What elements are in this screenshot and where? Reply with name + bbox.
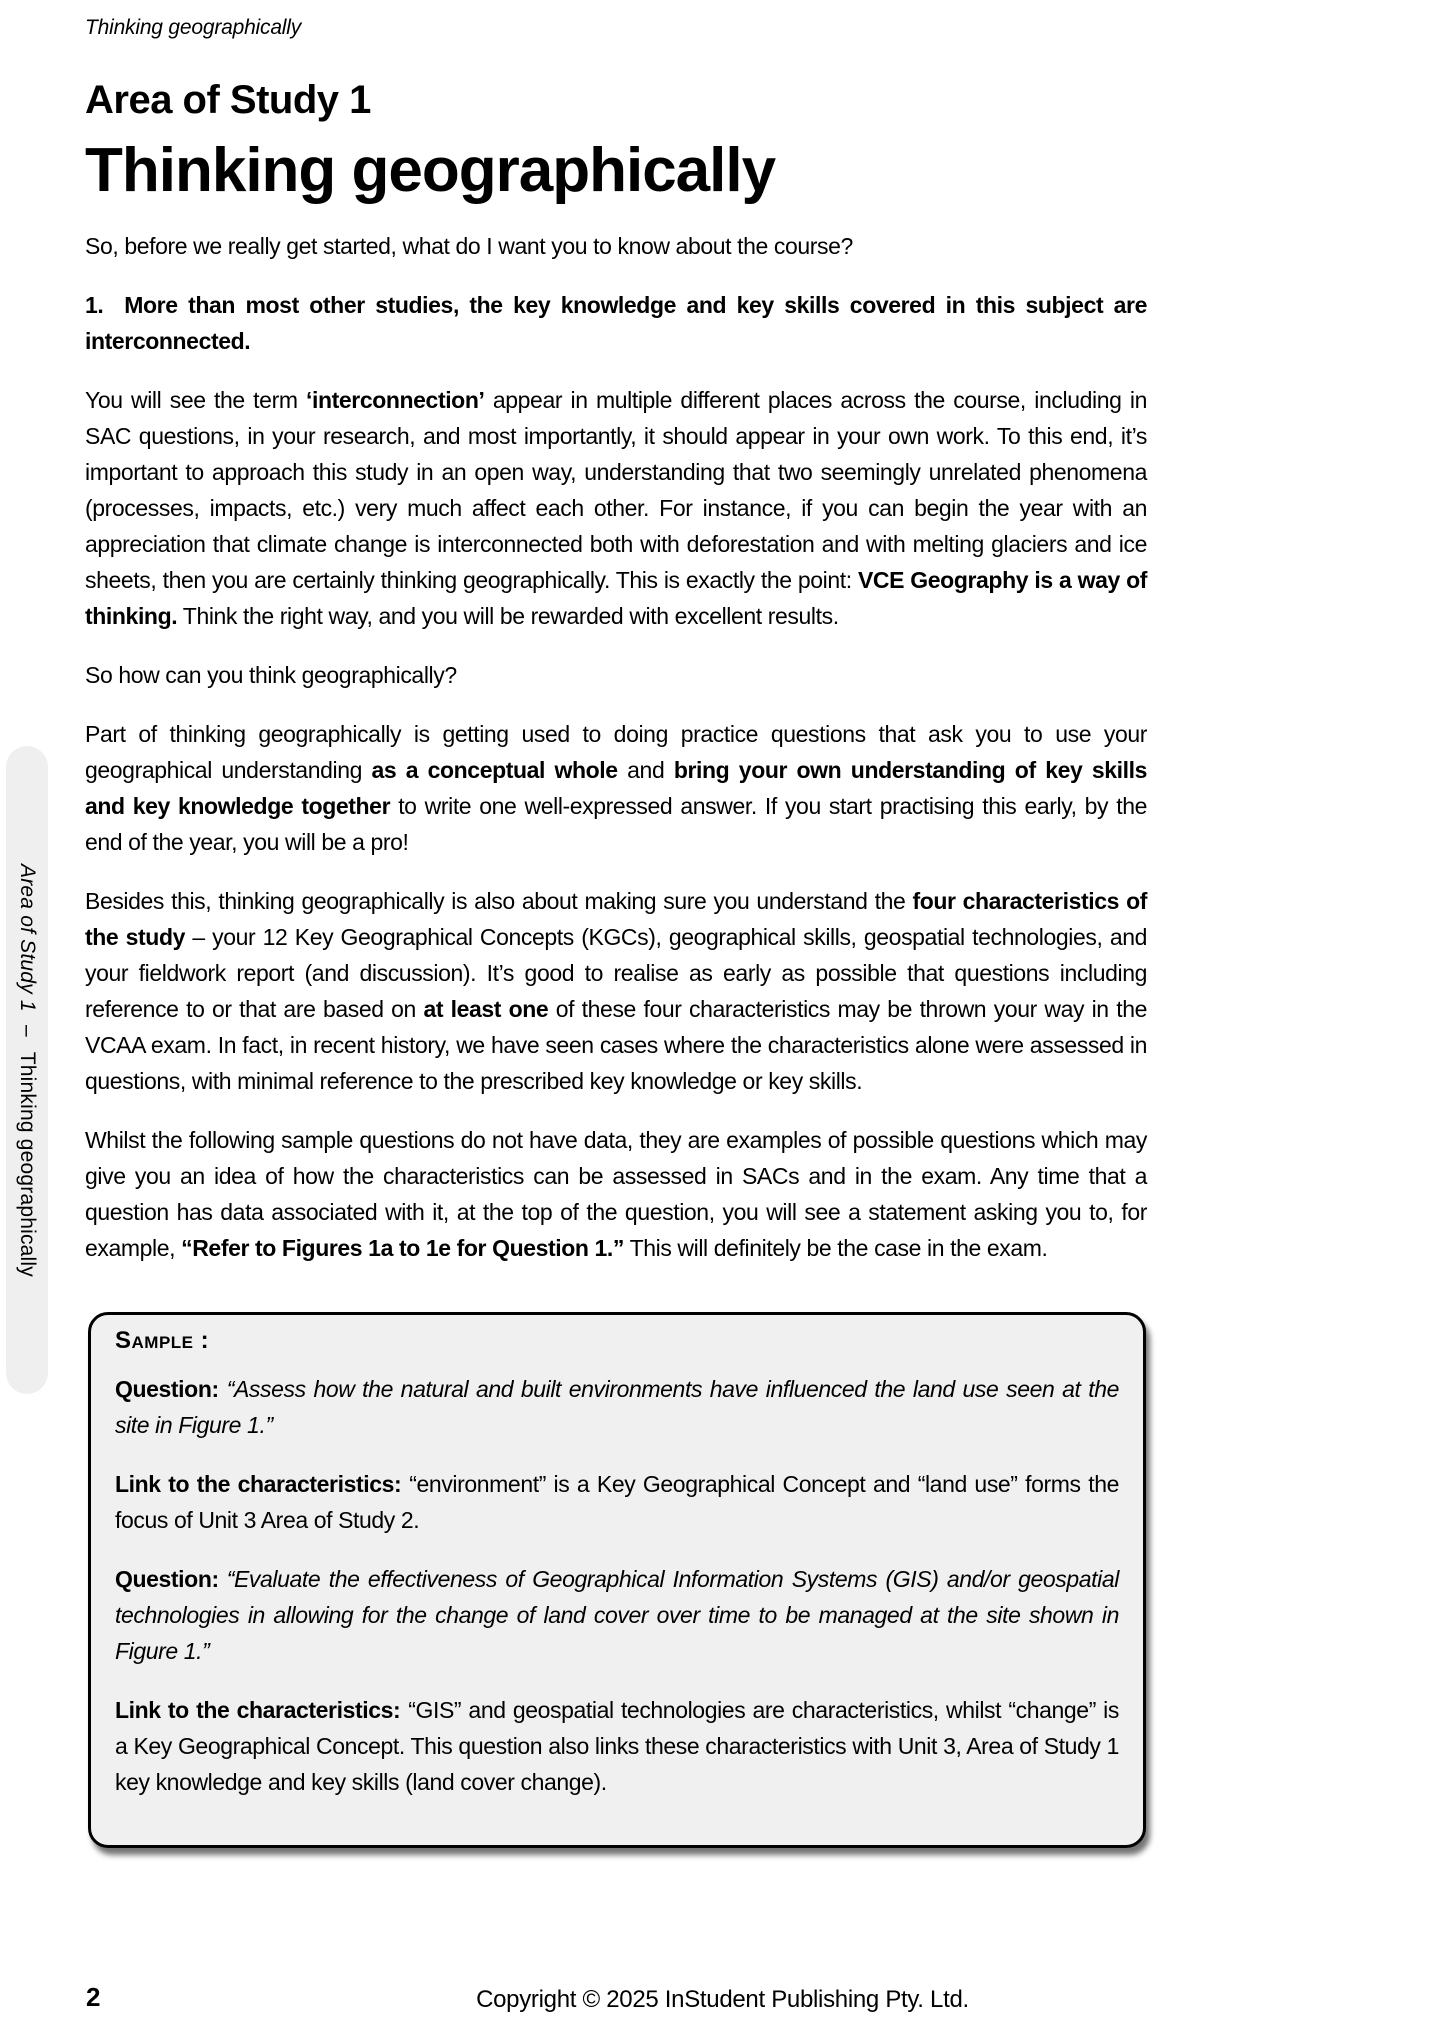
point-1-heading: 1. More than most other studies, the key knowledge and key skills covered in this subject are interconnected. — [85, 292, 1147, 354]
sample-box — [88, 1312, 1146, 1848]
sample-link-2 — [115, 1692, 1119, 1800]
sample-question-1 — [115, 1371, 1119, 1443]
sample-link-1-text: “environment” is a Key Geographical Concept and “land use” forms the focus of Unit 3 Area of Study 2. — [115, 1471, 1120, 1533]
side-tab-area-label: Area of Study 1 — [16, 863, 39, 1012]
side-tab-area-of-study — [6, 746, 48, 1394]
intro-paragraph: So, before we really get started, what do I want you to know about the course? — [85, 233, 853, 259]
side-tab-separator: – — [16, 1025, 39, 1038]
paragraph-interconnection: You will see the term ‘interconnection’ appear in multiple different places across the course, including in SAC questions, in your research, and most importantly, it should appear in your own work. To this end, it’s important to approach this study in an open way, understanding that two seemingly unrelated phenomena (processes, impacts, etc.) very much affect each other. For instance, if you can begin the year with an appreciation that climate change is interconnected both with deforestation and with melting glaciers and ice sheets, then you are certainly thinking geographically. This is exactly the point: VCE Geography is a way of thinking. Think the right way, and you will be rewarded with excellent results. — [85, 387, 1147, 629]
page-title: Thinking geographically — [85, 136, 776, 205]
sample-box-label: Sample : — [115, 1327, 210, 1354]
paragraph-question-line: So how can you think geographically? — [85, 662, 457, 688]
side-tab-chapter-label: Thinking geographically — [16, 1051, 39, 1277]
side-tab-text — [15, 864, 39, 1277]
page-content — [85, 0, 1147, 1848]
sample-question-1-text: “Assess how the natural and built environments have influenced the land use seen at the site in Figure 1.” — [115, 1376, 1119, 1438]
running-header: Thinking geographically — [85, 16, 302, 39]
sample-question-2 — [115, 1561, 1119, 1669]
sample-link-2-label: Link to the characteristics: — [115, 1697, 401, 1723]
sample-question-2-label: Question: — [115, 1566, 219, 1592]
sample-link-1-label: Link to the characteristics: — [115, 1471, 402, 1497]
page-number: 2 — [86, 1982, 101, 2012]
paragraph-samples-note: Whilst the following sample questions do not have data, they are examples of possible questions which may give you an idea of how the characteristics can be assessed in SACs and in the exam. Any time that a question has data associated with it, at the top of the question, you will see a statement asking you to, for example, “Refer to Figures 1a to 1e for Question 1.” This will definitely be the case in the exam. — [85, 1127, 1147, 1261]
area-of-study-kicker: Area of Study 1 — [85, 78, 371, 122]
sample-link-1 — [115, 1466, 1119, 1538]
paragraph-practice: Part of thinking geographically is getting used to doing practice questions that ask you to use your geographical understanding as a conceptual whole and bring your own understanding of key skills and key knowledge together to write one well-expressed answer. If you start practising this early, by the end of the year, you will be a pro! — [85, 721, 1147, 855]
sample-question-1-label: Question: — [115, 1376, 219, 1402]
sample-question-2-text: “Evaluate the effectiveness of Geographical Information Systems (GIS) and/or geospatial technologies in allowing for the change of land cover over time to be managed at the site shown in Figure 1.” — [115, 1566, 1119, 1664]
copyright-line: Copyright © 2025 InStudent Publishing Pty. Ltd. — [476, 1986, 969, 2013]
paragraph-characteristics: Besides this, thinking geographically is also about making sure you understand the four characteristics of the study – your 12 Key Geographical Concepts (KGCs), geographical skills, geospatial technologies, and your fieldwork report (and discussion). It’s good to realise as early as possible that questions including reference to or that are based on at least one of these four characteristics may be thrown your way in the VCAA exam. In fact, in recent history, we have seen cases where the characteristics alone were assessed in questions, with minimal reference to the prescribed key knowledge or key skills. — [85, 888, 1147, 1094]
sample-link-2-text: “GIS” and geospatial technologies are characteristics, whilst “change” is a Key Geographical Concept. This question also links these characteristics with Unit 3, Area of Study 1 key knowledge and key skills (land cover change). — [115, 1697, 1119, 1795]
